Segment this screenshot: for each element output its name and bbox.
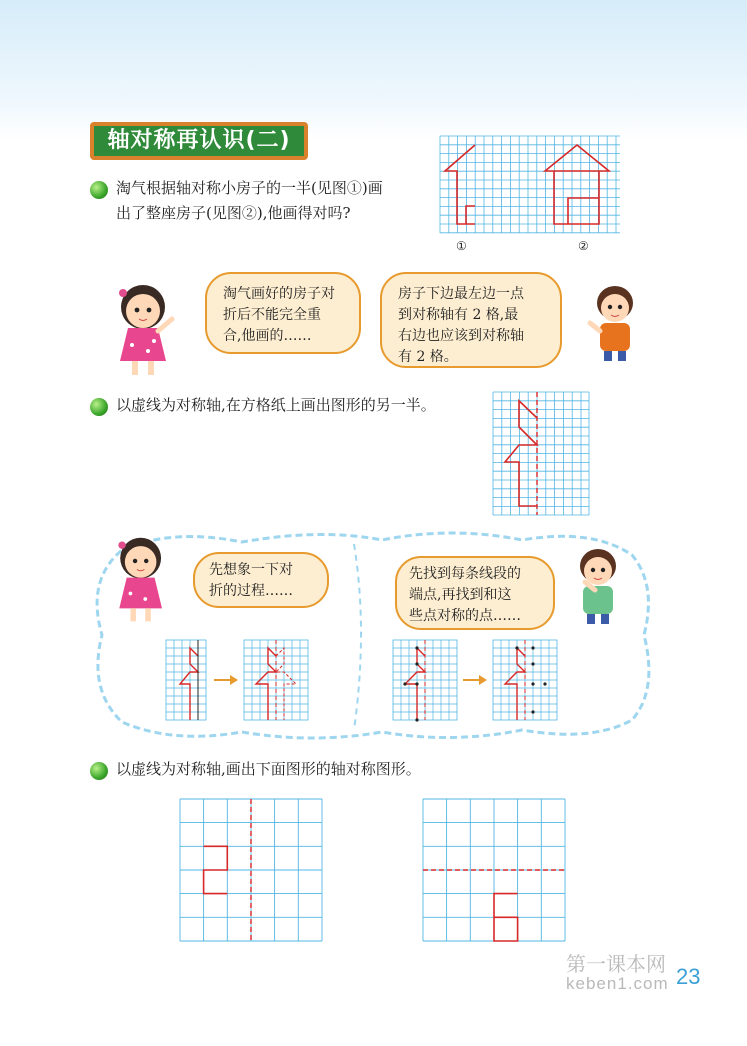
arrow-icon xyxy=(214,675,238,685)
page-header-band xyxy=(0,0,747,140)
girl-character-image xyxy=(110,535,175,625)
boy-speech-bubble-1: 房子下边最左边一点 到对称轴有 2 格,最 右边也应该到对称轴 有 2 格。 xyxy=(380,272,562,368)
girl-speech-bubble-2: 先想象一下对 折的过程…… xyxy=(193,552,329,608)
fold-hint-grid-1 xyxy=(166,640,206,720)
boy-character-image xyxy=(590,283,640,363)
arrow-icon xyxy=(463,675,487,685)
figure-2-caption: ② xyxy=(578,239,589,253)
question-3-text: 以虚线为对称轴,画出下面图形的轴对称图形。 xyxy=(116,760,421,778)
half-house-shape xyxy=(445,145,475,224)
girl-speech-bubble-1: 淘气画好的房子对 折后不能完全重 合,他画的…… xyxy=(205,272,361,354)
watermark-line-2: keben1.com xyxy=(566,974,669,993)
question-2-text: 以虚线为对称轴,在方格纸上画出图形的另一半。 xyxy=(116,396,436,414)
fold-hint-grid-2 xyxy=(244,640,308,720)
boy-speech-bubble-2: 先找到每条线段的 端点,再找到和这 些点对称的点…… xyxy=(395,556,555,630)
grid-lines xyxy=(493,392,589,515)
bullet-dot-icon xyxy=(90,398,108,416)
exercise-grid-vertical-axis xyxy=(180,799,322,941)
half-figure-grid xyxy=(493,392,589,515)
point-hint-grid-2 xyxy=(493,640,557,720)
boy-character-image xyxy=(572,546,624,626)
bullet-dot-icon xyxy=(90,181,108,199)
girl-character-image xyxy=(110,283,180,378)
figure-1-caption: ① xyxy=(456,239,467,253)
bullet-dot-icon xyxy=(90,762,108,780)
section-title: 轴对称再认识(二) xyxy=(90,122,308,160)
house-grid-figure xyxy=(440,136,620,233)
question-1-text: 淘气根据轴对称小房子的一半(见图①)画 出了整座房子(见图②),他画得对吗? xyxy=(116,179,383,222)
watermark-line-1: 第一课本网 xyxy=(566,954,666,976)
exercise-shape-1 xyxy=(204,846,228,893)
exercise-grid-horizontal-axis xyxy=(423,799,565,941)
page-number: 23 xyxy=(676,964,701,989)
grid-lines xyxy=(440,136,620,233)
point-hint-grid-1 xyxy=(393,640,457,720)
exercise-shape-2 xyxy=(494,894,518,941)
